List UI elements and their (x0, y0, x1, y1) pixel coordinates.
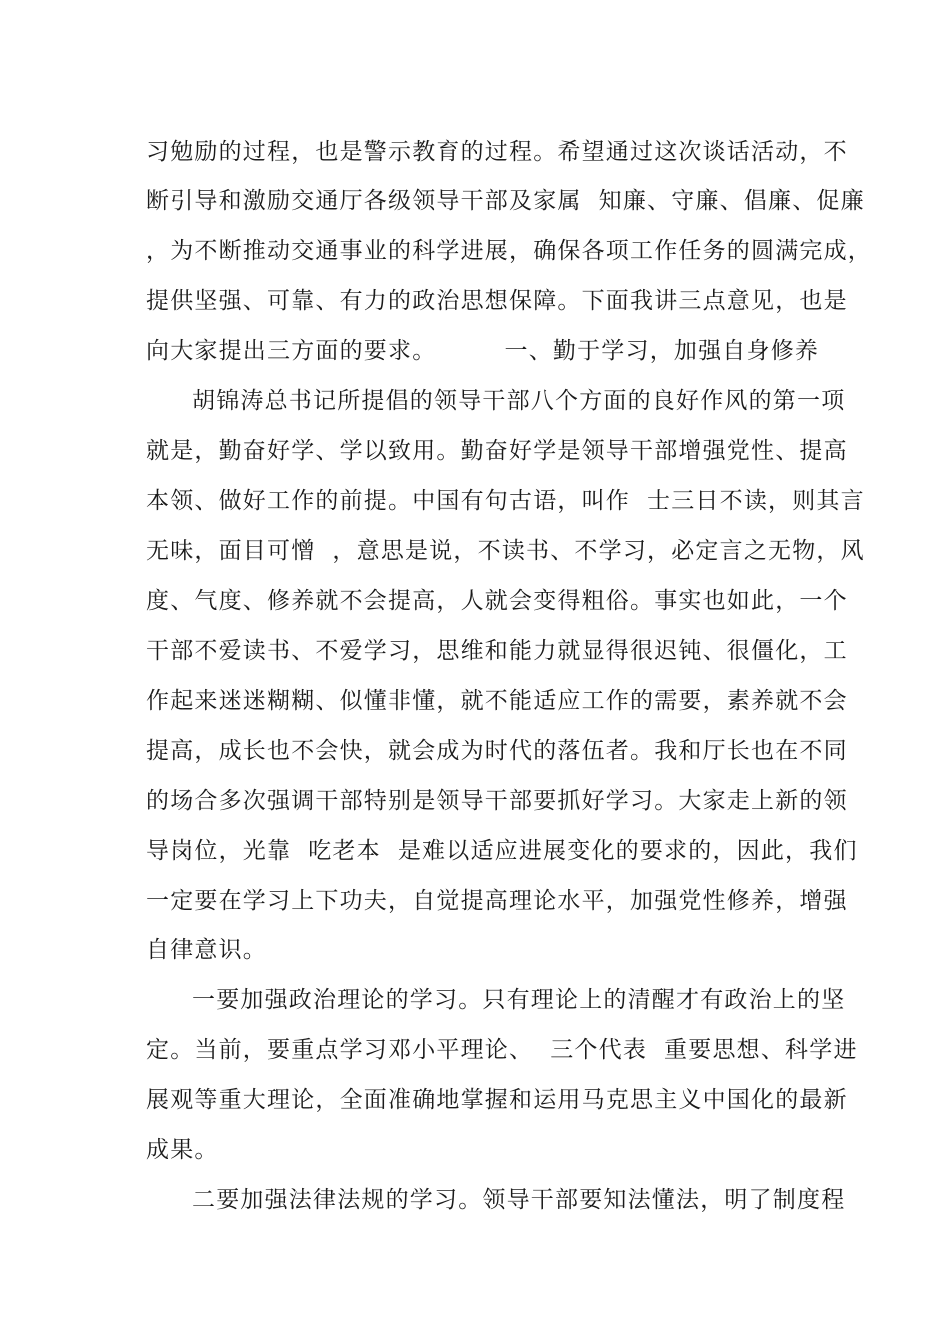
text-line: 度、气度、修养就不会提高，人就会变得粗俗。事实也如此，一个 (146, 588, 848, 614)
text-line: 本领、做好工作的前提。中国有句古语，叫作 士三日不读，则其言 (146, 488, 865, 514)
paragraph-first-line: 二要加强法律法规的学习。领导干部要知法懂法，明了制度程 (192, 1187, 846, 1213)
text-line: 无味，面目可憎 ，意思是说，不读书、不学习，必定言之无物，风 (146, 538, 865, 564)
text-line: 就是，勤奋好学、学以致用。勤奋好学是领导干部增强党性、提高 (146, 438, 848, 464)
text-line: 断引导和激励交通厅各级领导干部及家属 知廉、守廉、倡廉、促廉 (146, 188, 865, 214)
text-line: 提供坚强、可靠、有力的政治思想保障。下面我讲三点意见，也是 (146, 288, 848, 314)
text-line: 定。当前，要重点学习邓小平理论、 三个代表 重要思想、科学进 (146, 1037, 858, 1063)
text-line: 自律意识。 (146, 937, 267, 963)
text-line: ，为不断推动交通事业的科学进展，确保各项工作任务的圆满完成， (146, 238, 872, 264)
text-line: 的场合多次强调干部特别是领导干部要抓好学习。大家走上新的领 (146, 788, 848, 814)
text-line: 一定要在学习上下功夫，自觉提高理论水平，加强党性修养，增强 (146, 888, 848, 914)
text-line: 提高，成长也不会快，就会成为时代的落伍者。我和厅长也在不同 (146, 738, 848, 764)
text-line: 展观等重大理论，全面准确地掌握和运用马克思主义中国化的最新 (146, 1087, 848, 1113)
text-line: 作起来迷迷糊糊、似懂非懂，就不能适应工作的需要，素养就不会 (146, 688, 848, 714)
paragraph-first-line: 一要加强政治理论的学习。只有理论上的清醒才有政治上的坚 (192, 987, 846, 1013)
text-line: 习勉励的过程，也是警示教育的过程。希望通过这次谈话活动，不 (146, 139, 848, 165)
paragraph-first-line: 胡锦涛总书记所提倡的领导干部八个方面的良好作风的第一项 (192, 388, 846, 414)
text-line: 干部不爱读书、不爱学习，思维和能力就显得很迟钝、很僵化，工 (146, 638, 848, 664)
text-line: 向大家提出三方面的要求。 一、勤于学习，加强自身修养 (146, 338, 820, 364)
text-line: 成果。 (146, 1137, 219, 1163)
text-line: 导岗位，光靠 吃老本 是难以适应进展变化的要求的，因此，我们 (146, 838, 858, 864)
